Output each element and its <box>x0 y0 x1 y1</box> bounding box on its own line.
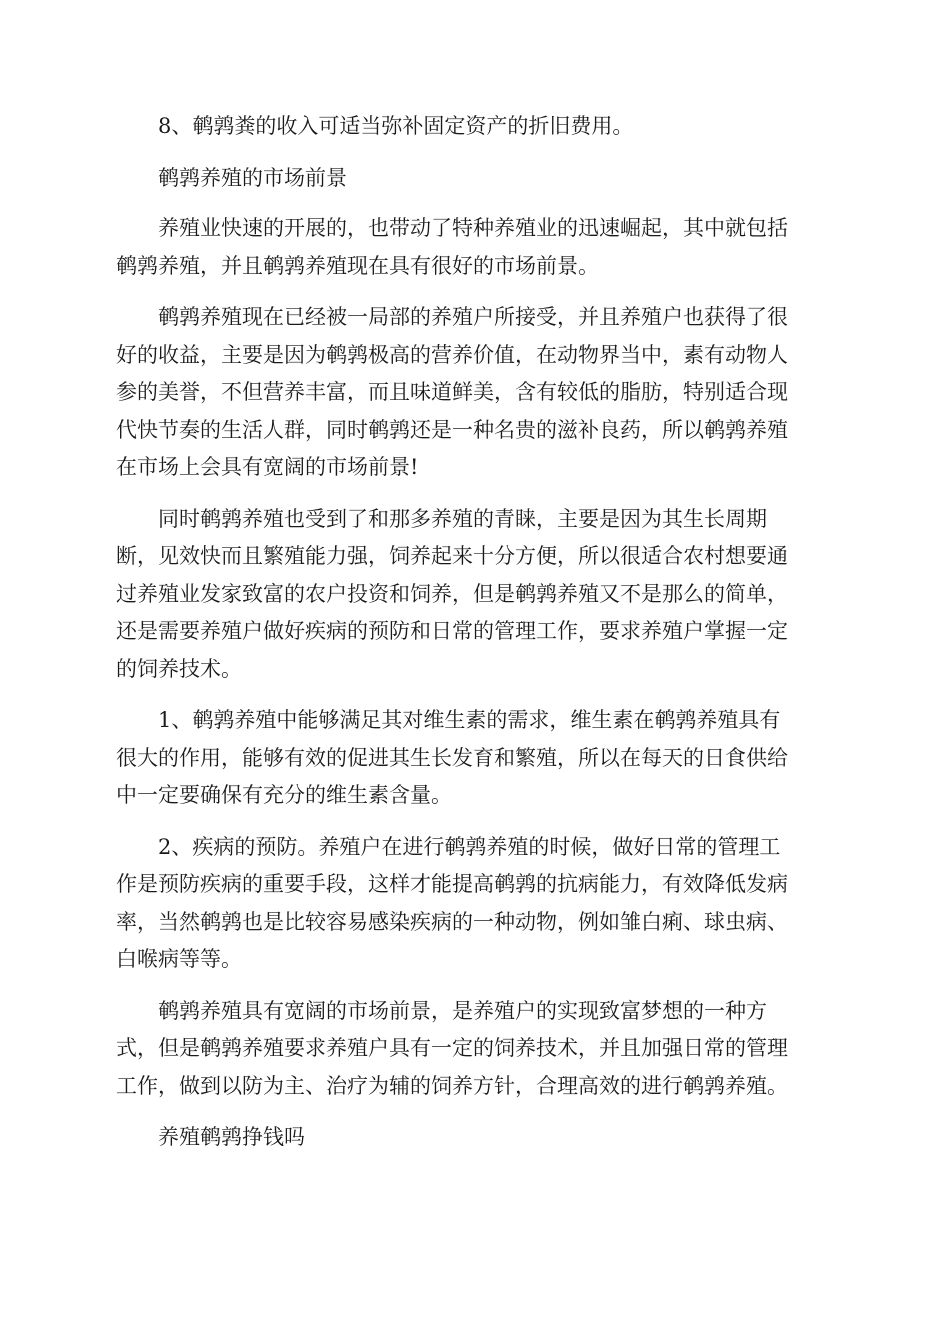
paragraph: 同时鹌鹑养殖也受到了和那多养殖的青睐，主要是因为其生长周期 断，见效快而且繁殖能力强，饲养起来十分方便，所以很适合农村想要通 过养殖业发家致富的农户投资和饲养，但是鹌鹑养殖又不是那么的简单， 还是需要养殖户做好疾病的预防和日常的管理工作，要求养殖户掌握一定 的饲养技术。 <box>116 506 788 681</box>
section-heading: 养殖鹌鹑挣钱吗 <box>158 1125 305 1149</box>
paragraph-list-item: 8、鹌鹑粪的收入可适当弥补固定资产的折旧费用。 <box>158 114 634 138</box>
paragraph: 养殖业快速的开展的，也带动了特种养殖业的迅速崛起，其中就包括 鹌鹑养殖，并且鹌鹑养殖现在具有很好的市场前景。 <box>116 216 788 278</box>
document-body <box>116 108 834 1170</box>
paragraph-list-item: 2、疾病的预防。养殖户在进行鹌鹑养殖的时候，做好日常的管理工 作是预防疾病的重要手段，这样才能提高鹌鹑的抗病能力，有效降低发病 率，当然鹌鹑也是比较容易感染疾病的一种动物，例如雏白痢、球虫病、 白喉病等等。 <box>116 834 788 971</box>
section-heading: 鹌鹑养殖的市场前景 <box>158 165 347 190</box>
paragraph: 鹌鹑养殖具有宽阔的市场前景，是养殖户的实现致富梦想的一种方 式，但是鹌鹑养殖要求养殖户具有一定的饲养技术，并且加强日常的管理 工作，做到以防为主、治疗为辅的饲养方针，合理高效的进行鹌鹑养殖。 <box>116 998 788 1098</box>
paragraph: 鹌鹑养殖现在已经被一局部的养殖户所接受，并且养殖户也获得了很 好的收益，主要是因为鹌鹑极高的营养价值，在动物界当中，素有动物人 参的美誉，不但营养丰富，而且味道鲜美，含有较低的脂肪，特别适合现 代快节奏的生活人群，同时鹌鹑还是一种名贵的滋补良药，所以鹌鹑养殖 在市场上会具有宽阔的市场前景! <box>116 305 788 479</box>
paragraph-list-item: 1、鹌鹑养殖中能够满足其对维生素的需求，维生素在鹌鹑养殖具有 很大的作用，能够有效的促进其生长发育和繁殖，所以在每天的日食供给 中一定要确保有充分的维生素含量。 <box>116 708 788 807</box>
